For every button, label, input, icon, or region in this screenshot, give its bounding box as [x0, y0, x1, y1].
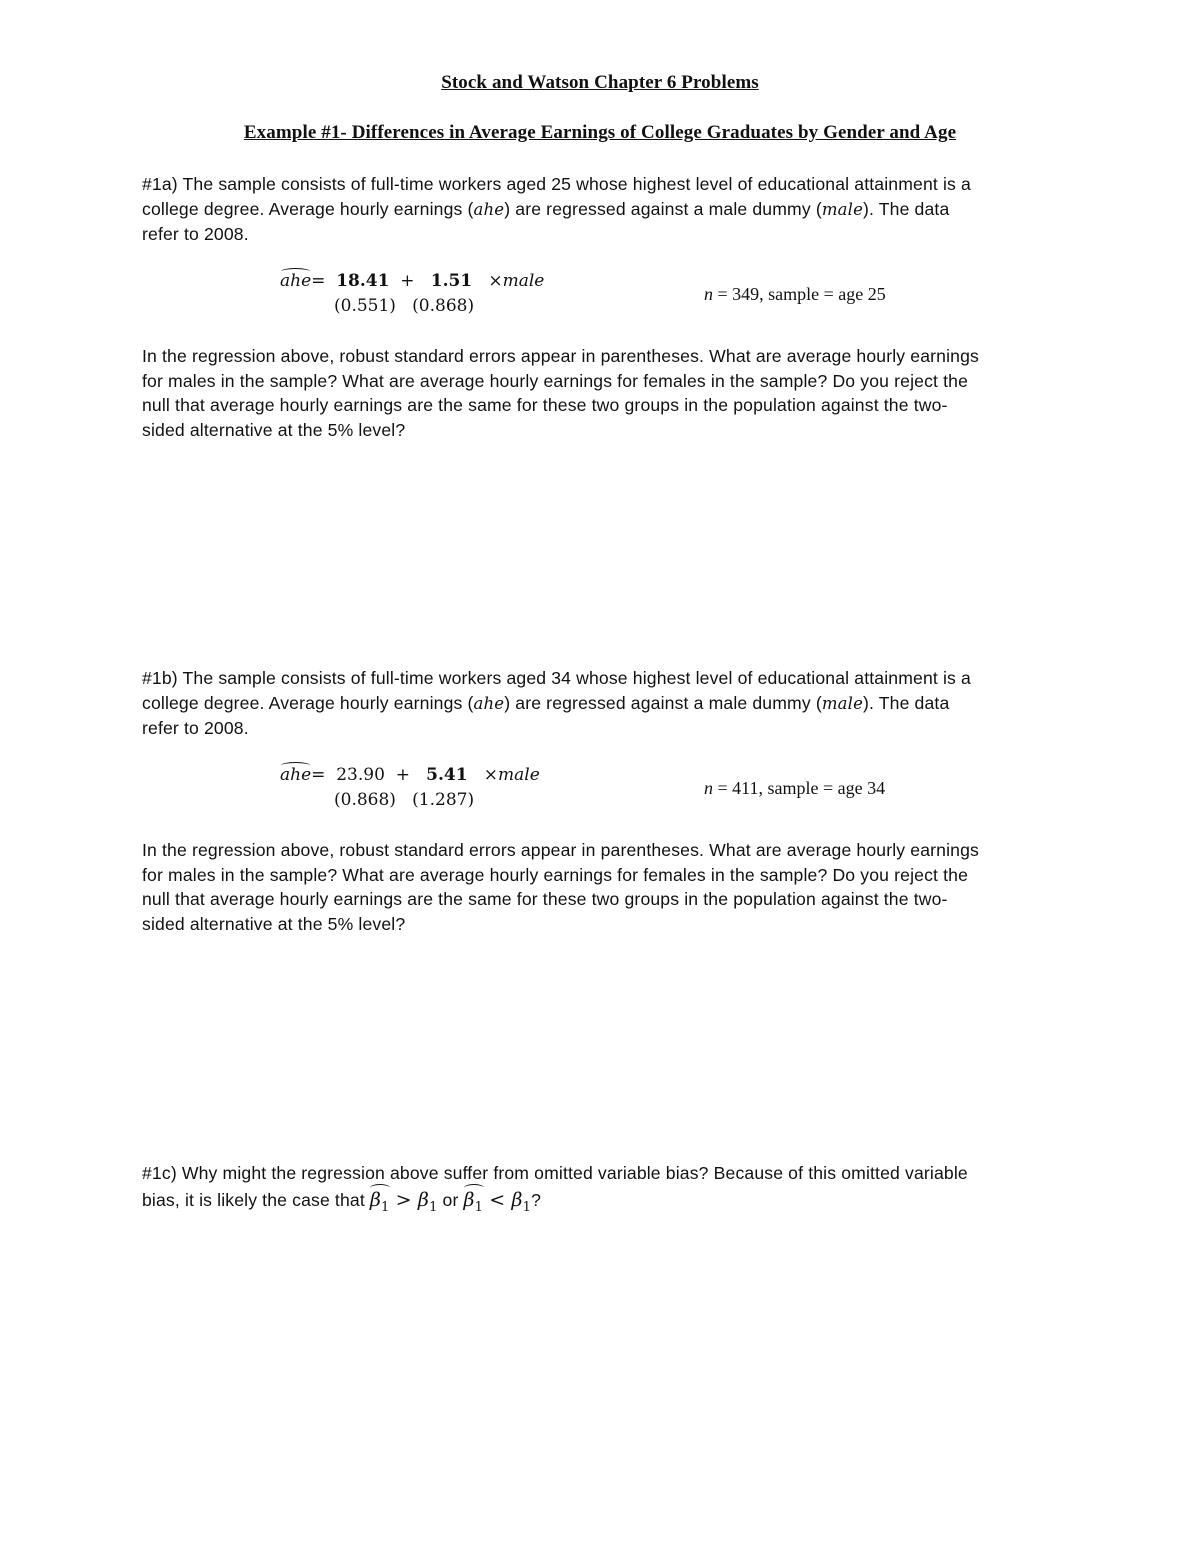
- beta-hat-symbol: $\beta_1$: [463, 1188, 484, 1215]
- beta-symbol: $\beta_1$: [417, 1188, 438, 1215]
- question-1a-prompt-line: sided alternative at the 5% level?: [142, 419, 406, 440]
- question-1b-line-2: college degree. Average hourly earnings (ahe) are regressed against a male dummy (male). The data: [142, 692, 950, 713]
- var-ahe: ahe: [473, 693, 505, 713]
- question-1a-prompt-line: null that average hourly earnings are the same for these two groups in the population against the two-: [142, 395, 948, 416]
- slope-coefficient: 1.51: [430, 271, 473, 291]
- male-regressor: ×male: [483, 765, 540, 785]
- var-ahe: ahe: [473, 199, 505, 219]
- question-1c: [142, 1161, 1062, 1220]
- se-slope: (0.868): [412, 296, 475, 316]
- standard-errors-1a: [334, 296, 474, 316]
- question-1b-prompt-line: for males in the sample? What are average hourly earnings for females in the sample? Do you reject the: [142, 864, 969, 885]
- beta-symbol: $\beta_1$: [511, 1188, 532, 1215]
- se-slope: (1.287): [412, 790, 475, 810]
- question-1c-line-2: bias, it is likely the case that $\beta_1 > \beta_1$ or $\beta_1 < \beta_1$?: [142, 1188, 542, 1215]
- ahe-hat-symbol: ahe: [280, 765, 312, 785]
- question-1b-line-3: refer to 2008.: [142, 718, 249, 739]
- question-1a-line-3: refer to 2008.: [142, 224, 249, 245]
- beta-hat-symbol: $\beta_1$: [369, 1188, 390, 1215]
- male-regressor: ×male: [488, 271, 545, 291]
- page-title: Stock and Watson Chapter 6 Problems: [441, 72, 759, 93]
- sample-info-1a: n = 349, sample = age 25: [704, 284, 886, 304]
- question-1b-prompt: [142, 838, 1062, 936]
- slope-coefficient: 5.41: [426, 765, 468, 785]
- question-1b-prompt-line: In the regression above, robust standard errors appear in parentheses. What are average hourly earnings: [142, 840, 979, 860]
- regression-equation-1a: ahe= 18.41 + 1.51 ×male: [280, 271, 545, 291]
- question-1c-line-1: #1c) Why might the regression above suffer from omitted variable bias? Because of this omitted variable: [142, 1163, 968, 1183]
- intercept-coefficient: 18.41: [336, 271, 390, 291]
- se-intercept: (0.868): [334, 790, 396, 810]
- question-1b-intro: [142, 666, 1062, 741]
- intercept-coefficient: 23.90: [336, 765, 385, 785]
- ahe-hat-symbol: ahe: [280, 271, 312, 291]
- se-intercept: (0.551): [334, 296, 396, 316]
- standard-errors-1b: [334, 790, 474, 810]
- question-1b-prompt-line: null that average hourly earnings are the same for these two groups in the population against the two-: [142, 889, 948, 910]
- question-1a-prompt: [142, 344, 1062, 442]
- question-1a-prompt-line: In the regression above, robust standard errors appear in parentheses. What are average hourly earnings: [142, 346, 979, 366]
- example-heading: Example #1- Differences in Average Earnings of College Graduates by Gender and Age: [243, 122, 957, 143]
- question-1a-line-1: #1a) The sample consists of full-time workers aged 25 whose highest level of educational attainment is a: [142, 174, 971, 194]
- question-1b-line-1: #1b) The sample consists of full-time workers aged 34 whose highest level of educational attainment is a: [142, 668, 971, 688]
- var-male: male: [821, 199, 863, 219]
- question-1a-intro: [142, 172, 1062, 247]
- sample-info-1b: n = 411, sample = age 34: [704, 778, 886, 798]
- question-1b-prompt-line: sided alternative at the 5% level?: [142, 913, 406, 934]
- question-1a-line-2: college degree. Average hourly earnings (ahe) are regressed against a male dummy (male). The data: [142, 198, 950, 219]
- question-1a-prompt-line: for males in the sample? What are average hourly earnings for females in the sample? Do you reject the: [142, 370, 969, 391]
- regression-equation-1b: ahe= 23.90 + 5.41 ×male: [280, 765, 540, 785]
- var-male: male: [821, 693, 863, 713]
